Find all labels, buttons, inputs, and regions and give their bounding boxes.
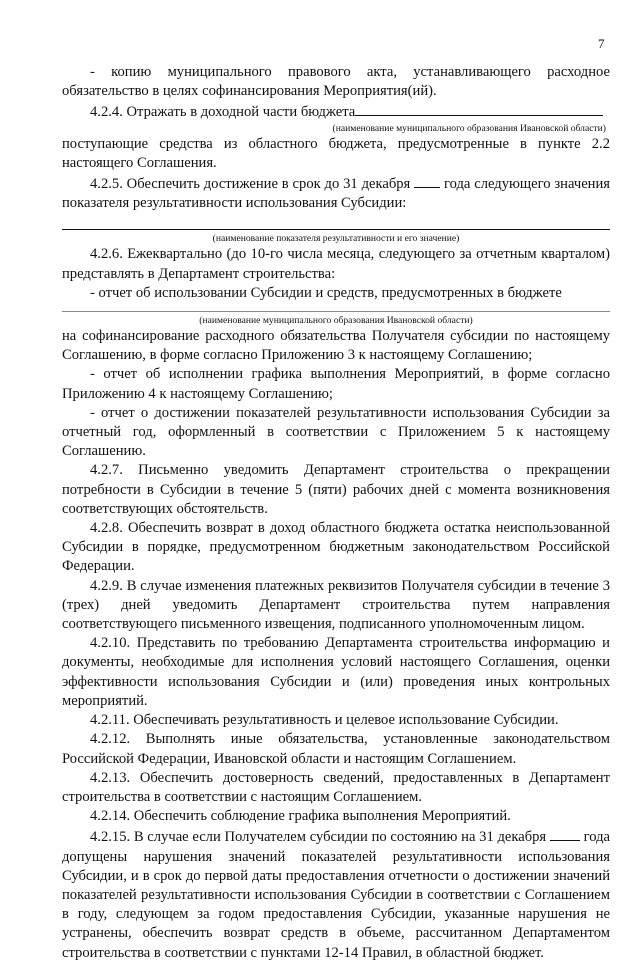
blank-line-municipality xyxy=(62,309,610,312)
caption-indicator: (наименование показателя результативности и его значение) xyxy=(212,233,460,245)
blank-field-municipality xyxy=(355,101,603,116)
list-item-report-subsidy-cont: на софинансирование расходного обязательства Получателя субсидии по настоящему Соглашению, в форме согласно Приложению 3 к настоящему Соглашению; xyxy=(62,328,610,364)
paragraph-4-2-14: 4.2.14. Обеспечить соблюдение графика выполнения Мероприятий. xyxy=(90,808,511,825)
blank-line-indicator xyxy=(62,213,610,230)
paragraph-4-2-6: 4.2.6. Ежеквартально (до 10-го числа месяца, следующего за отчетным кварталом) представлять в Департамент строительства: xyxy=(62,246,610,282)
paragraph-4-2-7: 4.2.7. Письменно уведомить Департамент строительства о прекращении потребности в Субсидии в течение 5 (пяти) рабочих дней с момента возникновения соответствующих обстоятельств. xyxy=(62,462,610,517)
paragraph-4-2-4-cont: поступающие средства из областного бюджета, предусмотренные в пункте 2.2 настоящего Соглашения. xyxy=(62,135,610,171)
caption-municipality-1: (наименование муниципального образования Ивановской области) xyxy=(332,122,606,134)
list-item-report-indicators: - отчет о достижении показателей результативности использования Субсидии за отчетный год, оформленный в соответствии с Приложением 5 к настоящему Соглашению. xyxy=(62,404,610,460)
blank-field-year xyxy=(414,173,440,188)
caption-municipality-2: (наименование муниципального образования Ивановской области) xyxy=(199,315,473,327)
paragraph-4-2-5: 4.2.5. Обеспечить достижение в срок до 31 декабря года следующего значения показателя результативности использования Субсидии: xyxy=(62,173,610,213)
paragraph-municipal-act-copy: - копию муниципального правового акта, устанавливающего расходное обязательство в целях софинансирования Мероприятия(ий). xyxy=(62,64,610,100)
paragraph-4-2-13: 4.2.13. Обеспечить достоверность сведений, предоставленных в Департамент строительства в соответствии с настоящим Соглашением. xyxy=(62,769,610,805)
paragraph-4-2-8: 4.2.8. Обеспечить возврат в доход областного бюджета остатка неиспользованной Субсидии в порядке, предусмотренном бюджетным законодательством Российской Федерации. xyxy=(62,520,610,575)
page-number: 7 xyxy=(598,36,605,51)
paragraph-4-2-11: 4.2.11. Обеспечивать результативность и целевое использование Субсидии. xyxy=(90,712,559,729)
paragraph-4-2-9: 4.2.9. В случае изменения платежных реквизитов Получателя субсидии в течение 3 (трех) дней уведомить Департамент строительства путем направления соответствующего письменного извещения, подписанного уполномоченным лицом. xyxy=(62,577,610,633)
paragraph-4-2-12: 4.2.12. Выполнять иные обязательства, установленные законодательством Российской Федерации, Ивановской области и настоящим Соглашением. xyxy=(62,731,610,767)
list-item-report-subsidy: - отчет об использовании Субсидии и средств, предусмотренных в бюджете xyxy=(90,284,562,301)
paragraph-4-2-15: 4.2.15. В случае если Получателем субсидии по состоянию на 31 декабря года допущены нарушения значений показателей результативности использования Субсидии, и в срок до первой даты предоставления отчетности о достижении значений показателей результативности использования Субсидии в соответствии с Соглашением в году, следующем за годом предоставления Субсидии, указанные нарушения не устранены, обеспечить возврат средств в объеме, рассчитанном Департаментом строительства в соответствии с пунктами 12-14 Правил, в областной бюджет. xyxy=(62,826,610,962)
paragraph-4-2-4: 4.2.4. Отражать в доходной части бюджета xyxy=(62,101,610,122)
paragraph-4-2-10: 4.2.10. Представить по требованию Департамента строительства информацию и документы, необходимые для исполнения условий настоящего Соглашения, оценки эффективности использования Субсидии и (или) проведения иных контрольных мероприятий. xyxy=(62,635,610,709)
document-body xyxy=(62,63,610,963)
list-item-report-schedule: - отчет об исполнении графика выполнения Мероприятий, в форме согласно Приложению 4 к настоящему Соглашению; xyxy=(62,366,610,402)
blank-field-year-2 xyxy=(550,826,580,841)
